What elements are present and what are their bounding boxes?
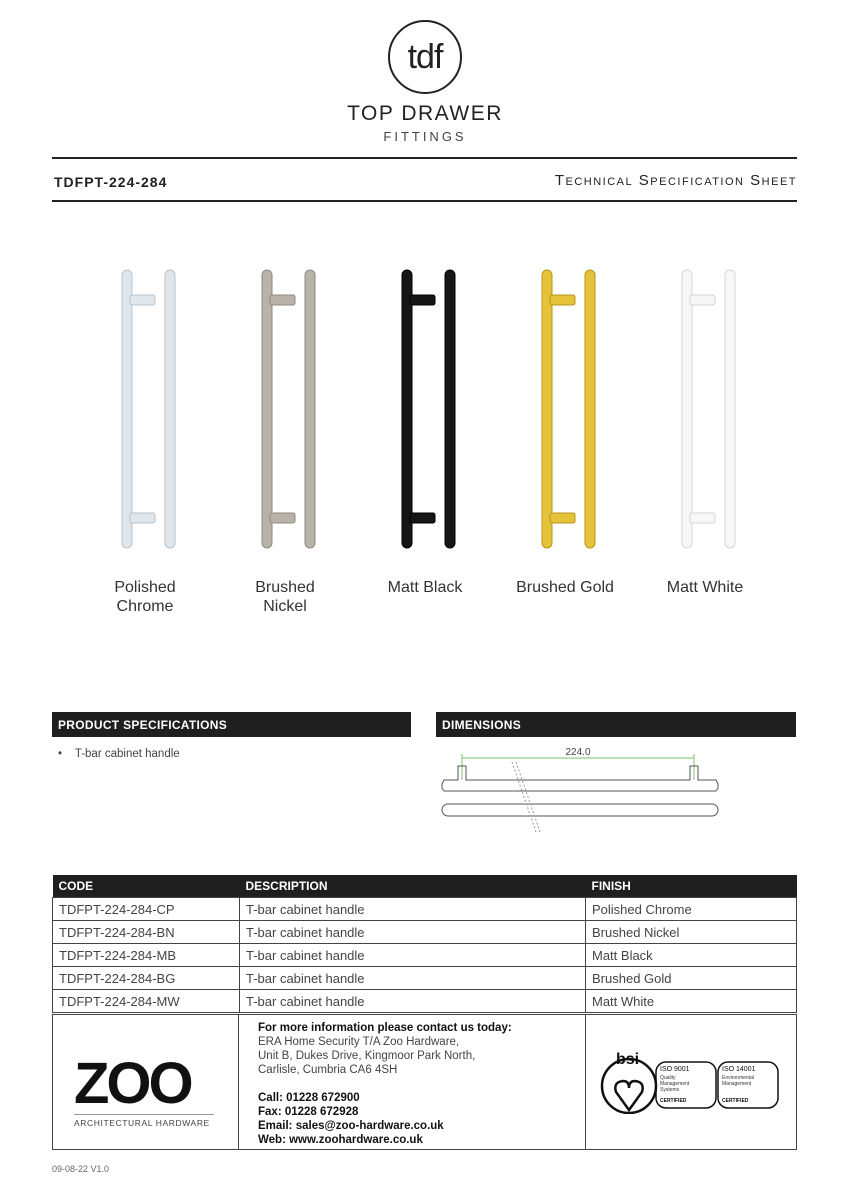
handle-leg-top	[270, 295, 295, 305]
table-row	[53, 921, 797, 944]
handle-illustration	[365, 268, 485, 553]
handle-bar-front	[585, 270, 595, 548]
product-table	[52, 875, 797, 1013]
table-header-row	[53, 875, 797, 898]
address-line-2: Unit B, Dukes Drive, Kingmoor Park North,	[258, 1050, 476, 1062]
brand-subname: FITTINGS	[383, 129, 467, 144]
address-line-1: ERA Home Security T/A Zoo Hardware,	[258, 1036, 460, 1048]
email-link[interactable]: Email: sales@zoo-hardware.co.uk	[258, 1120, 444, 1132]
cell-description: T-bar cabinet handle	[240, 944, 586, 967]
finish-label: Matt Black	[387, 579, 463, 596]
cell-finish: Brushed Gold	[586, 967, 797, 990]
handle-bar-side	[682, 270, 692, 548]
iso9001-desc-2: Management	[660, 1081, 690, 1087]
cell-description: T-bar cabinet handle	[240, 967, 586, 990]
table-row	[53, 990, 797, 1013]
header-bottom-rule	[52, 200, 797, 202]
col-finish-header: FINISH	[586, 875, 797, 898]
break-line-1	[512, 762, 536, 832]
zoo-logo: ZOO	[74, 1051, 191, 1116]
cell-code: TDFPT-224-284-MB	[53, 944, 240, 967]
handle-leg-bottom	[130, 513, 155, 523]
iso9001-desc-3: Systems	[660, 1087, 680, 1093]
zoo-tagline: ARCHITECTURAL HARDWARE	[74, 1114, 214, 1128]
address-line-3: Carlisle, Cumbria CA6 4SH	[258, 1064, 398, 1076]
handle-illustration	[85, 268, 205, 553]
finish-label: Brushed Nickel	[255, 579, 315, 615]
handle-leg-top	[410, 295, 435, 305]
iso9001-desc-1: Quality	[660, 1075, 676, 1081]
dimension-value: 224.0	[565, 747, 591, 758]
tdf-logo-text: tdf	[407, 37, 443, 76]
contact-divider-left	[238, 1015, 239, 1149]
handle-bar-side	[542, 270, 552, 548]
iso9001-certified: CERTIFIED	[660, 1098, 687, 1104]
handle-leg-bottom	[270, 513, 295, 523]
product-specifications-bar: PRODUCT SPECIFICATIONS	[52, 712, 411, 737]
fax-number: Fax: 01228 672928	[258, 1106, 359, 1118]
handle-image	[85, 268, 205, 553]
cell-finish: Matt White	[586, 990, 797, 1013]
finish-label: Polished Chrome	[114, 579, 176, 615]
handle-image	[365, 268, 485, 553]
dimensions-bar: DIMENSIONS	[436, 712, 796, 737]
table-row	[53, 898, 797, 921]
brand-name: TOP DRAWER	[347, 102, 503, 125]
table-row	[53, 944, 797, 967]
iso14001-title: ISO 14001	[722, 1066, 756, 1073]
handle-top-view	[442, 804, 718, 816]
handle-image	[645, 268, 765, 553]
spec-bullet-text: T-bar cabinet handle	[74, 748, 180, 760]
handle-side-view	[442, 766, 718, 791]
cell-finish: Polished Chrome	[586, 898, 797, 921]
cell-code: TDFPT-224-284-CP	[53, 898, 240, 921]
handle-illustration	[505, 268, 625, 553]
iso14001-certified: CERTIFIED	[722, 1098, 749, 1104]
handle-leg-bottom	[550, 513, 575, 523]
iso14001-desc-1: Environmental	[722, 1075, 754, 1081]
contact-heading: For more information please contact us today:	[258, 1022, 512, 1034]
cell-code: TDFPT-224-284-MW	[53, 990, 240, 1013]
cell-code: TDFPT-224-284-BN	[53, 921, 240, 944]
iso14001-desc-2: Management	[722, 1081, 752, 1087]
table-row	[53, 967, 797, 990]
handle-bar-front	[165, 270, 175, 548]
cell-description: T-bar cabinet handle	[240, 990, 586, 1013]
product-code: TDFPT-224-284	[54, 174, 168, 190]
handle-illustration	[225, 268, 345, 553]
cell-code: TDFPT-224-284-BG	[53, 967, 240, 990]
contact-divider-right	[585, 1015, 586, 1149]
cell-finish: Brushed Nickel	[586, 921, 797, 944]
col-code-header: CODE	[53, 875, 240, 898]
handle-bar-front	[725, 270, 735, 548]
finish-label: Matt White	[666, 579, 744, 596]
website-link[interactable]: Web: www.zoohardware.co.uk	[258, 1134, 423, 1146]
handle-image	[225, 268, 345, 553]
handle-bar-side	[262, 270, 272, 548]
handle-leg-top	[690, 295, 715, 305]
cell-description: T-bar cabinet handle	[240, 898, 586, 921]
spec-bullet: • T-bar cabinet handle	[58, 748, 180, 760]
bsi-text: bsi	[616, 1051, 640, 1068]
finish-label: Brushed Gold	[516, 579, 614, 596]
dimension-drawing	[436, 740, 726, 840]
break-line-2	[516, 762, 540, 832]
top-rule	[52, 157, 797, 159]
phone-number[interactable]: Call: 01228 672900	[258, 1092, 360, 1104]
cell-finish: Matt Black	[586, 944, 797, 967]
handle-image	[505, 268, 625, 553]
iso9001-title: ISO 9001	[660, 1066, 690, 1073]
handle-leg-bottom	[410, 513, 435, 523]
contact-details	[258, 1021, 512, 1147]
handle-leg-top	[130, 295, 155, 305]
handle-bar-front	[305, 270, 315, 548]
handle-bar-side	[122, 270, 132, 548]
handle-illustration	[645, 268, 765, 553]
kitemark-icon	[615, 1081, 642, 1110]
handle-bar-side	[402, 270, 412, 548]
handle-bar-front	[445, 270, 455, 548]
cell-description: T-bar cabinet handle	[240, 921, 586, 944]
tdf-logo	[388, 20, 462, 94]
version-footer: 09-08-22 V1.0	[52, 1164, 110, 1174]
bsi-certification-logos	[596, 1048, 786, 1114]
handle-leg-top	[550, 295, 575, 305]
sheet-title: Technical Specification Sheet	[554, 172, 797, 189]
col-description-header: DESCRIPTION	[240, 875, 586, 898]
handle-leg-bottom	[690, 513, 715, 523]
